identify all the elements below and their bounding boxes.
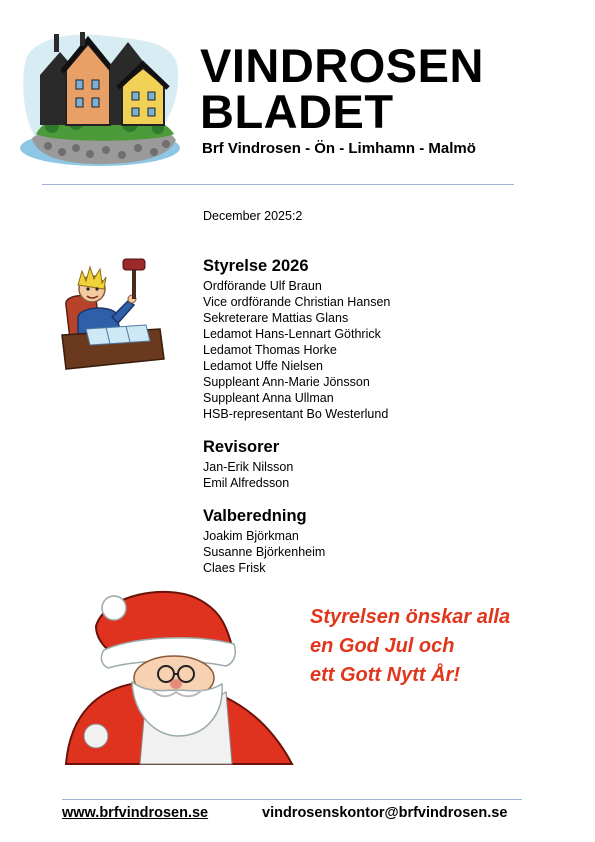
styrelse-heading: Styrelse 2026: [203, 257, 309, 275]
masthead-title-line1: VINDROSEN: [200, 39, 484, 92]
email-address[interactable]: vindrosenskontor@brfvindrosen.se: [262, 805, 508, 821]
board-member: Ledamot Uffe Nielsen: [203, 359, 323, 373]
revisorer-heading: Revisorer: [203, 438, 280, 456]
board-member: HSB-representant Bo Westerlund: [203, 407, 389, 421]
nomination-member: Susanne Björkenheim: [203, 545, 326, 559]
valberedning-heading: Valberedning: [203, 507, 307, 525]
masthead-title-line2: BLADET: [200, 85, 394, 138]
board-member: Sekreterare Mattias Glans: [203, 311, 349, 325]
board-member: Suppleant Ann-Marie Jönsson: [203, 375, 370, 389]
footer-divider: [62, 799, 522, 800]
issue-date: December 2025:2: [203, 209, 303, 223]
board-member: Ledamot Hans-Lennart Göthrick: [203, 327, 381, 341]
greeting-line: Styrelsen önskar alla: [310, 606, 511, 628]
board-member: Vice ordförande Christian Hansen: [203, 295, 391, 309]
revisorer-section: [203, 437, 293, 491]
greeting-line: ett Gott Nytt År!: [310, 664, 460, 686]
board-member: Ordförande Ulf Braun: [203, 279, 322, 293]
masthead-subtitle: Brf Vindrosen - Ön - Limhamn - Malmö: [202, 140, 476, 157]
auditor: Emil Alfredsson: [203, 476, 290, 490]
board-member: Suppleant Anna Ullman: [203, 391, 334, 405]
santa-claus-illustration: [56, 586, 296, 766]
website-link[interactable]: www.brfvindrosen.se: [62, 805, 209, 821]
greeting-line: en God Jul och: [310, 635, 455, 657]
board-member: Ledamot Thomas Horke: [203, 343, 337, 357]
man-with-gavel-illustration: [56, 255, 176, 375]
nomination-member: Claes Frisk: [203, 561, 266, 575]
christmas-greeting: [310, 603, 510, 690]
island-houses-logo: [18, 30, 183, 170]
valberedning-section: [203, 506, 325, 576]
styrelse-section: [203, 256, 390, 422]
auditor: Jan-Erik Nilsson: [203, 460, 294, 474]
header-divider: [42, 184, 514, 185]
nomination-member: Joakim Björkman: [203, 529, 299, 543]
